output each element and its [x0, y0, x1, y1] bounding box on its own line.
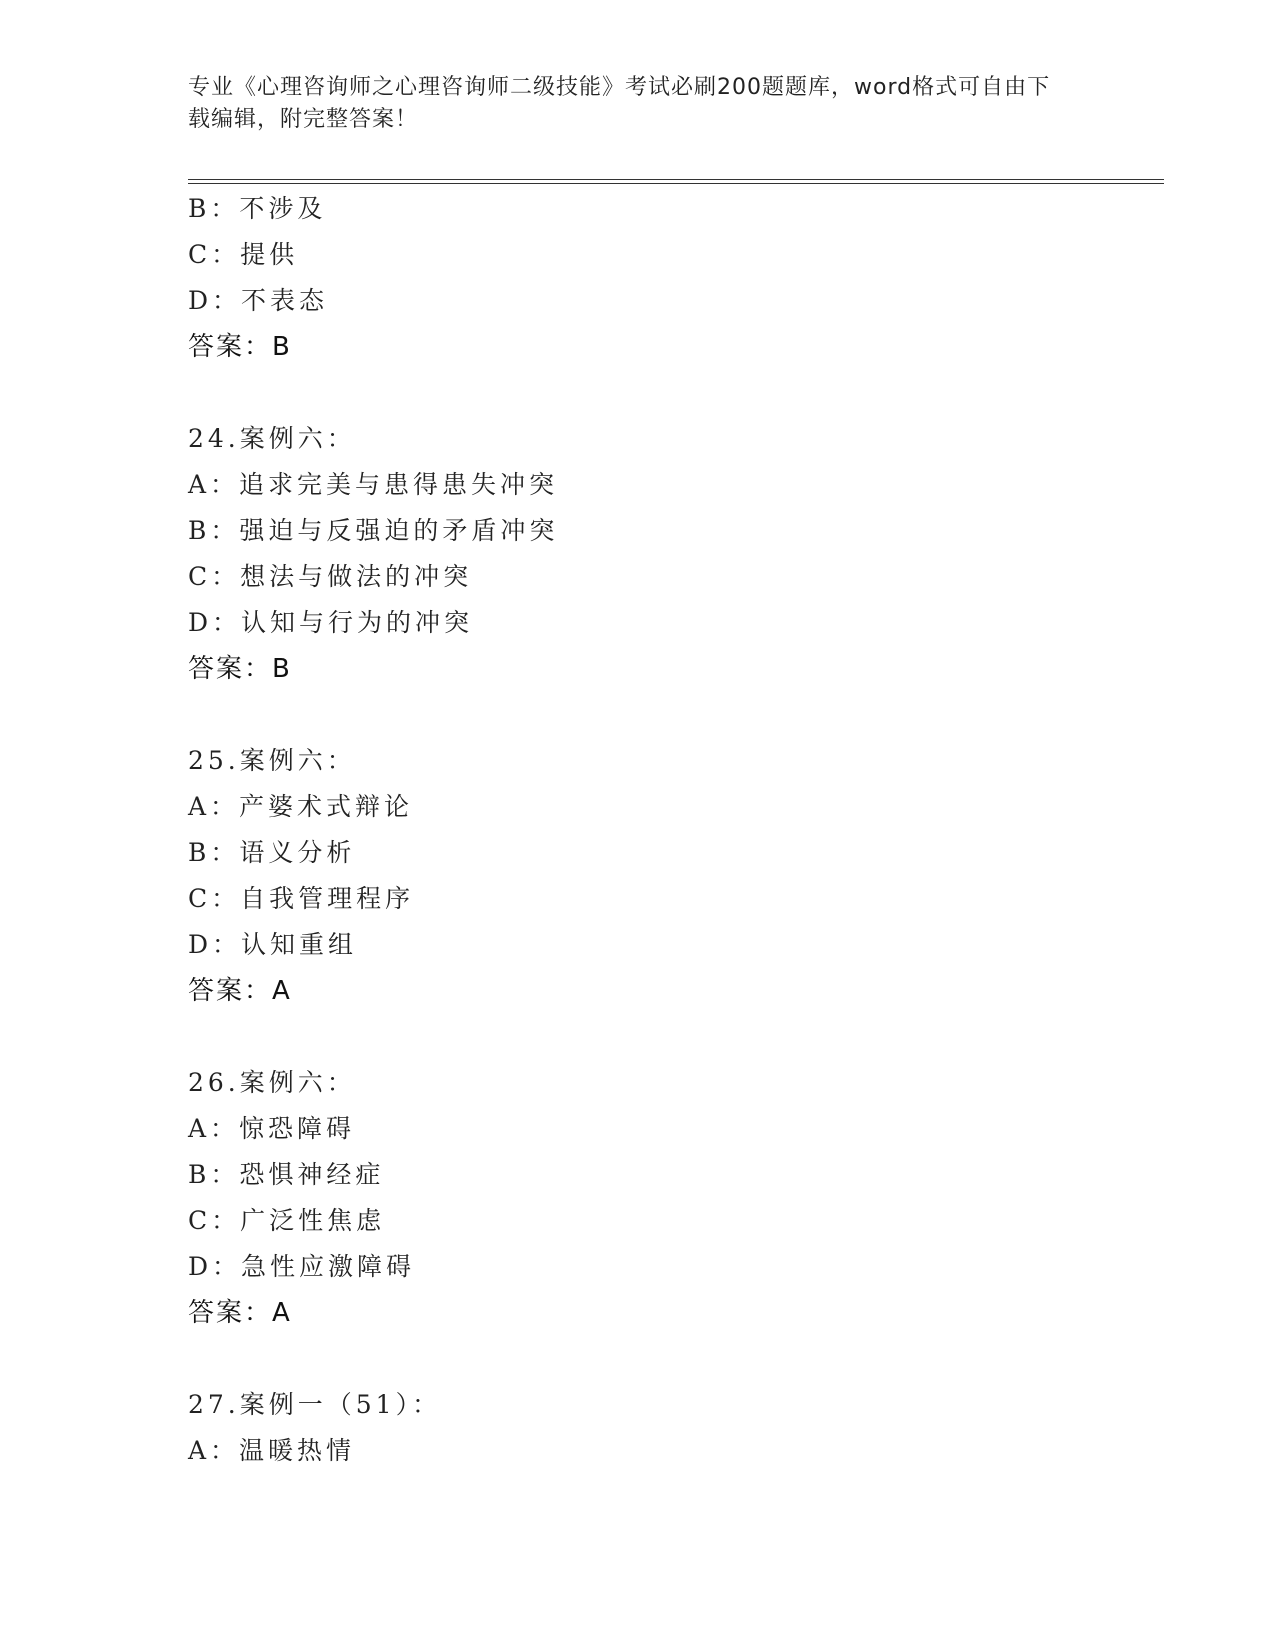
question-26: [188, 1060, 1148, 1336]
document-header: 专业《心理咨询师之心理咨询师二级技能》考试必刷200题题库，word格式可自由下载编辑，附完整答案！: [188, 75, 1051, 132]
option-a: A：惊恐障碍: [188, 1114, 356, 1143]
document-body: [188, 186, 1148, 1474]
option-a: A：追求完美与患得患失冲突: [188, 470, 559, 499]
option-b: B：不涉及: [188, 194, 327, 223]
question-title: 27.案例一（51）：: [188, 1390, 442, 1419]
question-title: 24.案例六：: [188, 424, 356, 453]
question-title: 26.案例六：: [188, 1068, 356, 1097]
header-divider: [188, 179, 1164, 184]
option-c: C：广泛性焦虑: [188, 1206, 386, 1235]
option-c: C：提供: [188, 240, 299, 269]
option-d: D：不表态: [188, 286, 329, 315]
question-25: [188, 738, 1148, 1014]
option-a: A：温暖热情: [188, 1436, 356, 1465]
answer-line: 答案：B: [188, 654, 292, 684]
option-b: B：恐惧神经症: [188, 1160, 385, 1189]
option-c: C：想法与做法的冲突: [188, 562, 473, 591]
option-b: B：强迫与反强迫的矛盾冲突: [188, 516, 559, 545]
question-24: [188, 416, 1148, 692]
answer-line: 答案：B: [188, 332, 292, 362]
answer-line: 答案：A: [188, 976, 292, 1006]
answer-line: 答案：A: [188, 1298, 292, 1328]
continued-question: [188, 186, 1148, 370]
option-d: D：认知与行为的冲突: [188, 608, 474, 637]
option-d: D：认知重组: [188, 930, 358, 959]
question-27: [188, 1382, 1148, 1474]
option-b: B：语义分析: [188, 838, 356, 867]
option-a: A：产婆术式辩论: [188, 792, 414, 821]
option-d: D：急性应激障碍: [188, 1252, 416, 1281]
option-c: C：自我管理程序: [188, 884, 415, 913]
question-title: 25.案例六：: [188, 746, 356, 775]
